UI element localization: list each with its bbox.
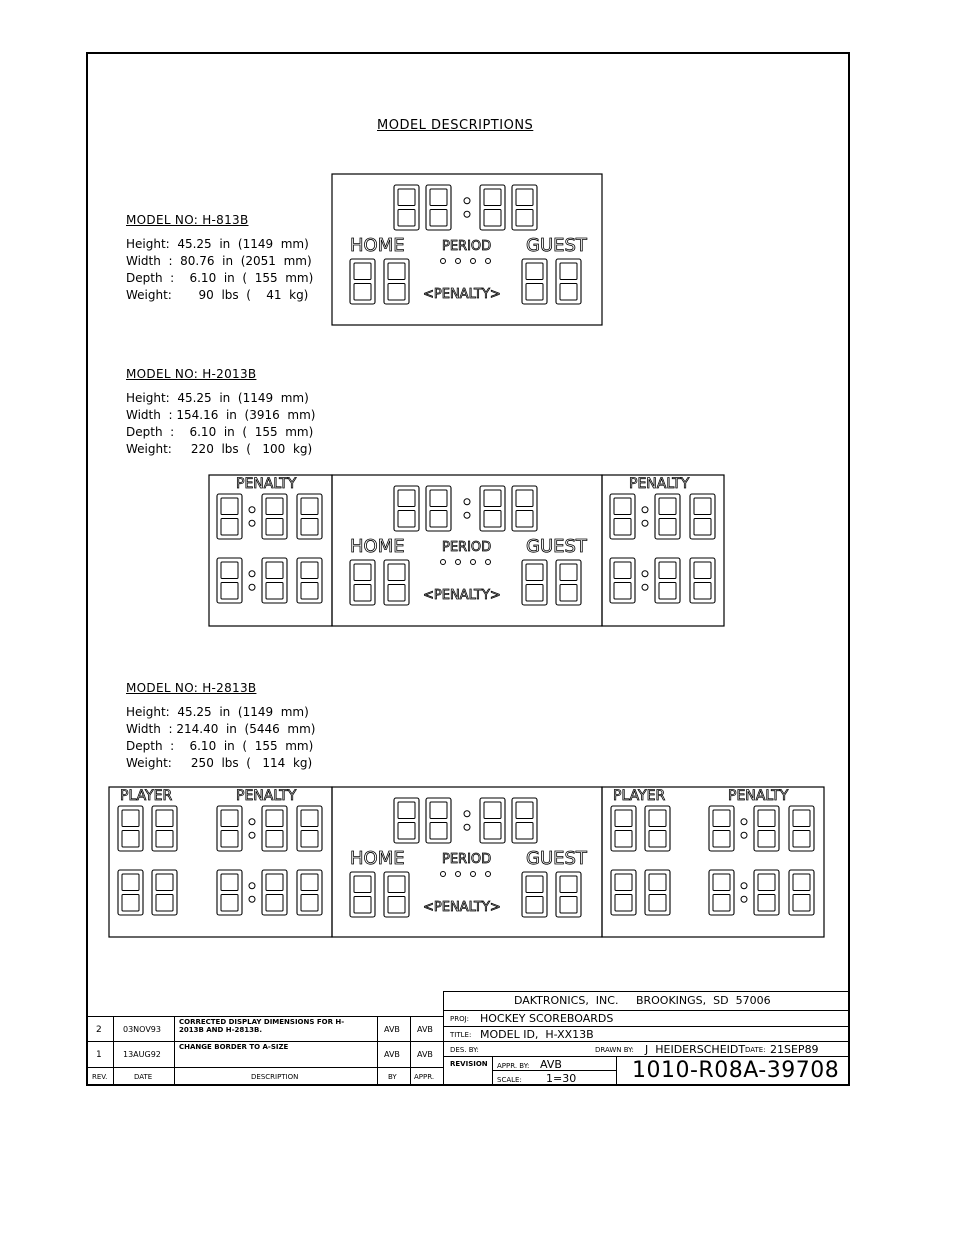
drawing-title: MODEL ID, H-XX13B [480,1028,594,1041]
digit-outline [556,872,581,917]
period-indicators [441,560,491,565]
board-2-elements [217,476,715,605]
appr-header: APPR. [414,1073,435,1081]
scale: 1=30 [546,1072,577,1085]
penalty-center-label: <PENALTY> [423,287,501,302]
penalty-center-label: <PENALTY> [423,900,501,915]
colon [249,819,255,839]
digit-outline [217,870,242,915]
period-label: PERIOD [442,852,492,867]
revision-label: REVISION [450,1060,488,1068]
digit-outline [394,185,419,230]
player-label: PLAYER [613,788,666,804]
digit-outline [610,558,635,603]
date-header: DATE [134,1073,153,1081]
colon [249,507,255,527]
digit-outline [522,259,547,304]
digit-outline [512,185,537,230]
rev-1-appr: AVB [417,1050,433,1059]
rev-2-appr: AVB [417,1025,433,1034]
digit-outline [645,806,670,851]
digit-outline [522,560,547,605]
model-3-number: MODEL NO: H-2813B [126,681,257,695]
colon [741,883,747,903]
digit-outline [512,486,537,531]
digit-outline [480,185,505,230]
penalty-label: PENALTY [728,788,789,804]
digit-outline [690,494,715,539]
digit-outline [350,259,375,304]
rev-header: REV. [92,1073,108,1081]
digit-outline [556,259,581,304]
digit-outline [394,798,419,843]
digit-outline [262,870,287,915]
by-header: BY [388,1073,397,1081]
company-name: DAKTRONICS, INC. BROOKINGS, SD 57006 [514,994,771,1007]
rev-1-date: 13AUG92 [123,1050,161,1059]
board-3-elements [118,788,814,917]
digit-outline [118,870,143,915]
title-label: TITLE: [450,1031,472,1039]
colon [741,819,747,839]
model-3-depth: Depth : 6.10 in ( 155 mm) [126,739,314,753]
digit-outline [217,494,242,539]
des-by-label: DES. BY: [450,1046,479,1054]
digit-outline [394,486,419,531]
rev-2-by: AVB [384,1025,400,1034]
sheet-title: MODEL DESCRIPTIONS [377,118,534,133]
appr-by-label: APPR. BY: [497,1062,530,1070]
digit-outline [262,806,287,851]
model-3-weight: Weight: 250 lbs ( 114 kg) [126,756,313,770]
penalty-label: PENALTY [236,788,297,804]
period-indicators [441,259,491,264]
digit-outline [610,494,635,539]
drawn-by-label: DRAWN BY: [595,1046,634,1054]
model-3-height: Height: 45.25 in (1149 mm) [126,705,309,719]
digit-outline [297,870,322,915]
digit-outline [350,560,375,605]
digit-outline [152,806,177,851]
penalty-label: PENALTY [236,476,297,492]
digit-outline [217,558,242,603]
digit-outline [645,870,670,915]
rev-1-description: CHANGE BORDER TO A-SIZE [179,1043,289,1051]
rev-1-number: 1 [96,1050,102,1060]
model-2-weight: Weight: 220 lbs ( 100 kg) [126,442,313,456]
digit-outline [152,870,177,915]
digit-outline [384,872,409,917]
digit-outline [384,560,409,605]
model-1-number: MODEL NO: H-813B [126,213,249,227]
digit-outline [480,486,505,531]
model-1-weight: Weight: 90 lbs ( 41 kg) [126,288,309,302]
model-2-width: Width : 154.16 in (3916 mm) [126,408,316,422]
digit-outline [754,870,779,915]
model-2-height: Height: 45.25 in (1149 mm) [126,391,309,405]
proj-label: PROJ: [450,1015,470,1023]
penalty-label: PENALTY [629,476,690,492]
drawn-by: J HEIDERSCHEIDT [645,1043,746,1056]
date-label: DATE: [745,1046,766,1054]
colon [464,198,470,218]
digit-outline [426,185,451,230]
digit-outline [262,558,287,603]
digit-outline [217,806,242,851]
digit-outline [384,259,409,304]
project-name: HOCKEY SCOREBOARDS [480,1012,614,1025]
penalty-center-label: <PENALTY> [423,588,501,603]
drawing-date: 21SEP89 [770,1043,819,1056]
guest-label: GUEST [526,235,587,256]
home-label: HOME [350,536,405,557]
digit-outline [611,806,636,851]
model-2-number: MODEL NO: H-2013B [126,367,257,381]
digit-outline [655,494,680,539]
model-1-height: Height: 45.25 in (1149 mm) [126,237,309,251]
digit-outline [426,486,451,531]
digit-outline [655,558,680,603]
period-indicators [441,872,491,877]
scale-label: SCALE: [497,1076,522,1084]
guest-label: GUEST [526,536,587,557]
description-header: DESCRIPTION [251,1073,299,1081]
digit-outline [709,806,734,851]
colon [249,883,255,903]
home-label: HOME [350,235,405,256]
rev-1-by: AVB [384,1050,400,1059]
digit-outline [118,806,143,851]
appr-by: AVB [540,1058,562,1071]
digit-outline [556,560,581,605]
drawing-number: 1010-R08A-39708 [632,1058,840,1083]
colon [249,571,255,591]
digit-outline [789,870,814,915]
digit-outline [754,806,779,851]
rev-2-date: 03NOV93 [123,1025,161,1034]
digit-outline [297,494,322,539]
colon [642,571,648,591]
digit-outline [709,870,734,915]
digit-outline [350,872,375,917]
model-2-depth: Depth : 6.10 in ( 155 mm) [126,425,314,439]
digit-outline [297,806,322,851]
colon [642,507,648,527]
digit-outline [522,872,547,917]
colon [464,811,470,831]
board-1-elements [350,185,588,304]
period-label: PERIOD [442,239,492,254]
digit-outline [611,870,636,915]
digit-outline [262,494,287,539]
rev-2-number: 2 [96,1025,102,1035]
guest-label: GUEST [526,848,587,869]
digit-outline [297,558,322,603]
digit-outline [789,806,814,851]
rev-2-description: CORRECTED DISPLAY DIMENSIONS FOR H-2013B AND H-2813B. [179,1018,345,1034]
digit-outline [512,798,537,843]
colon [464,499,470,519]
model-1-depth: Depth : 6.10 in ( 155 mm) [126,271,314,285]
model-1-width: Width : 80.76 in (2051 mm) [126,254,312,268]
home-label: HOME [350,848,405,869]
digit-outline [690,558,715,603]
digit-outline [480,798,505,843]
model-3-width: Width : 214.40 in (5446 mm) [126,722,316,736]
digit-outline [426,798,451,843]
period-label: PERIOD [442,540,492,555]
player-label: PLAYER [120,788,173,804]
